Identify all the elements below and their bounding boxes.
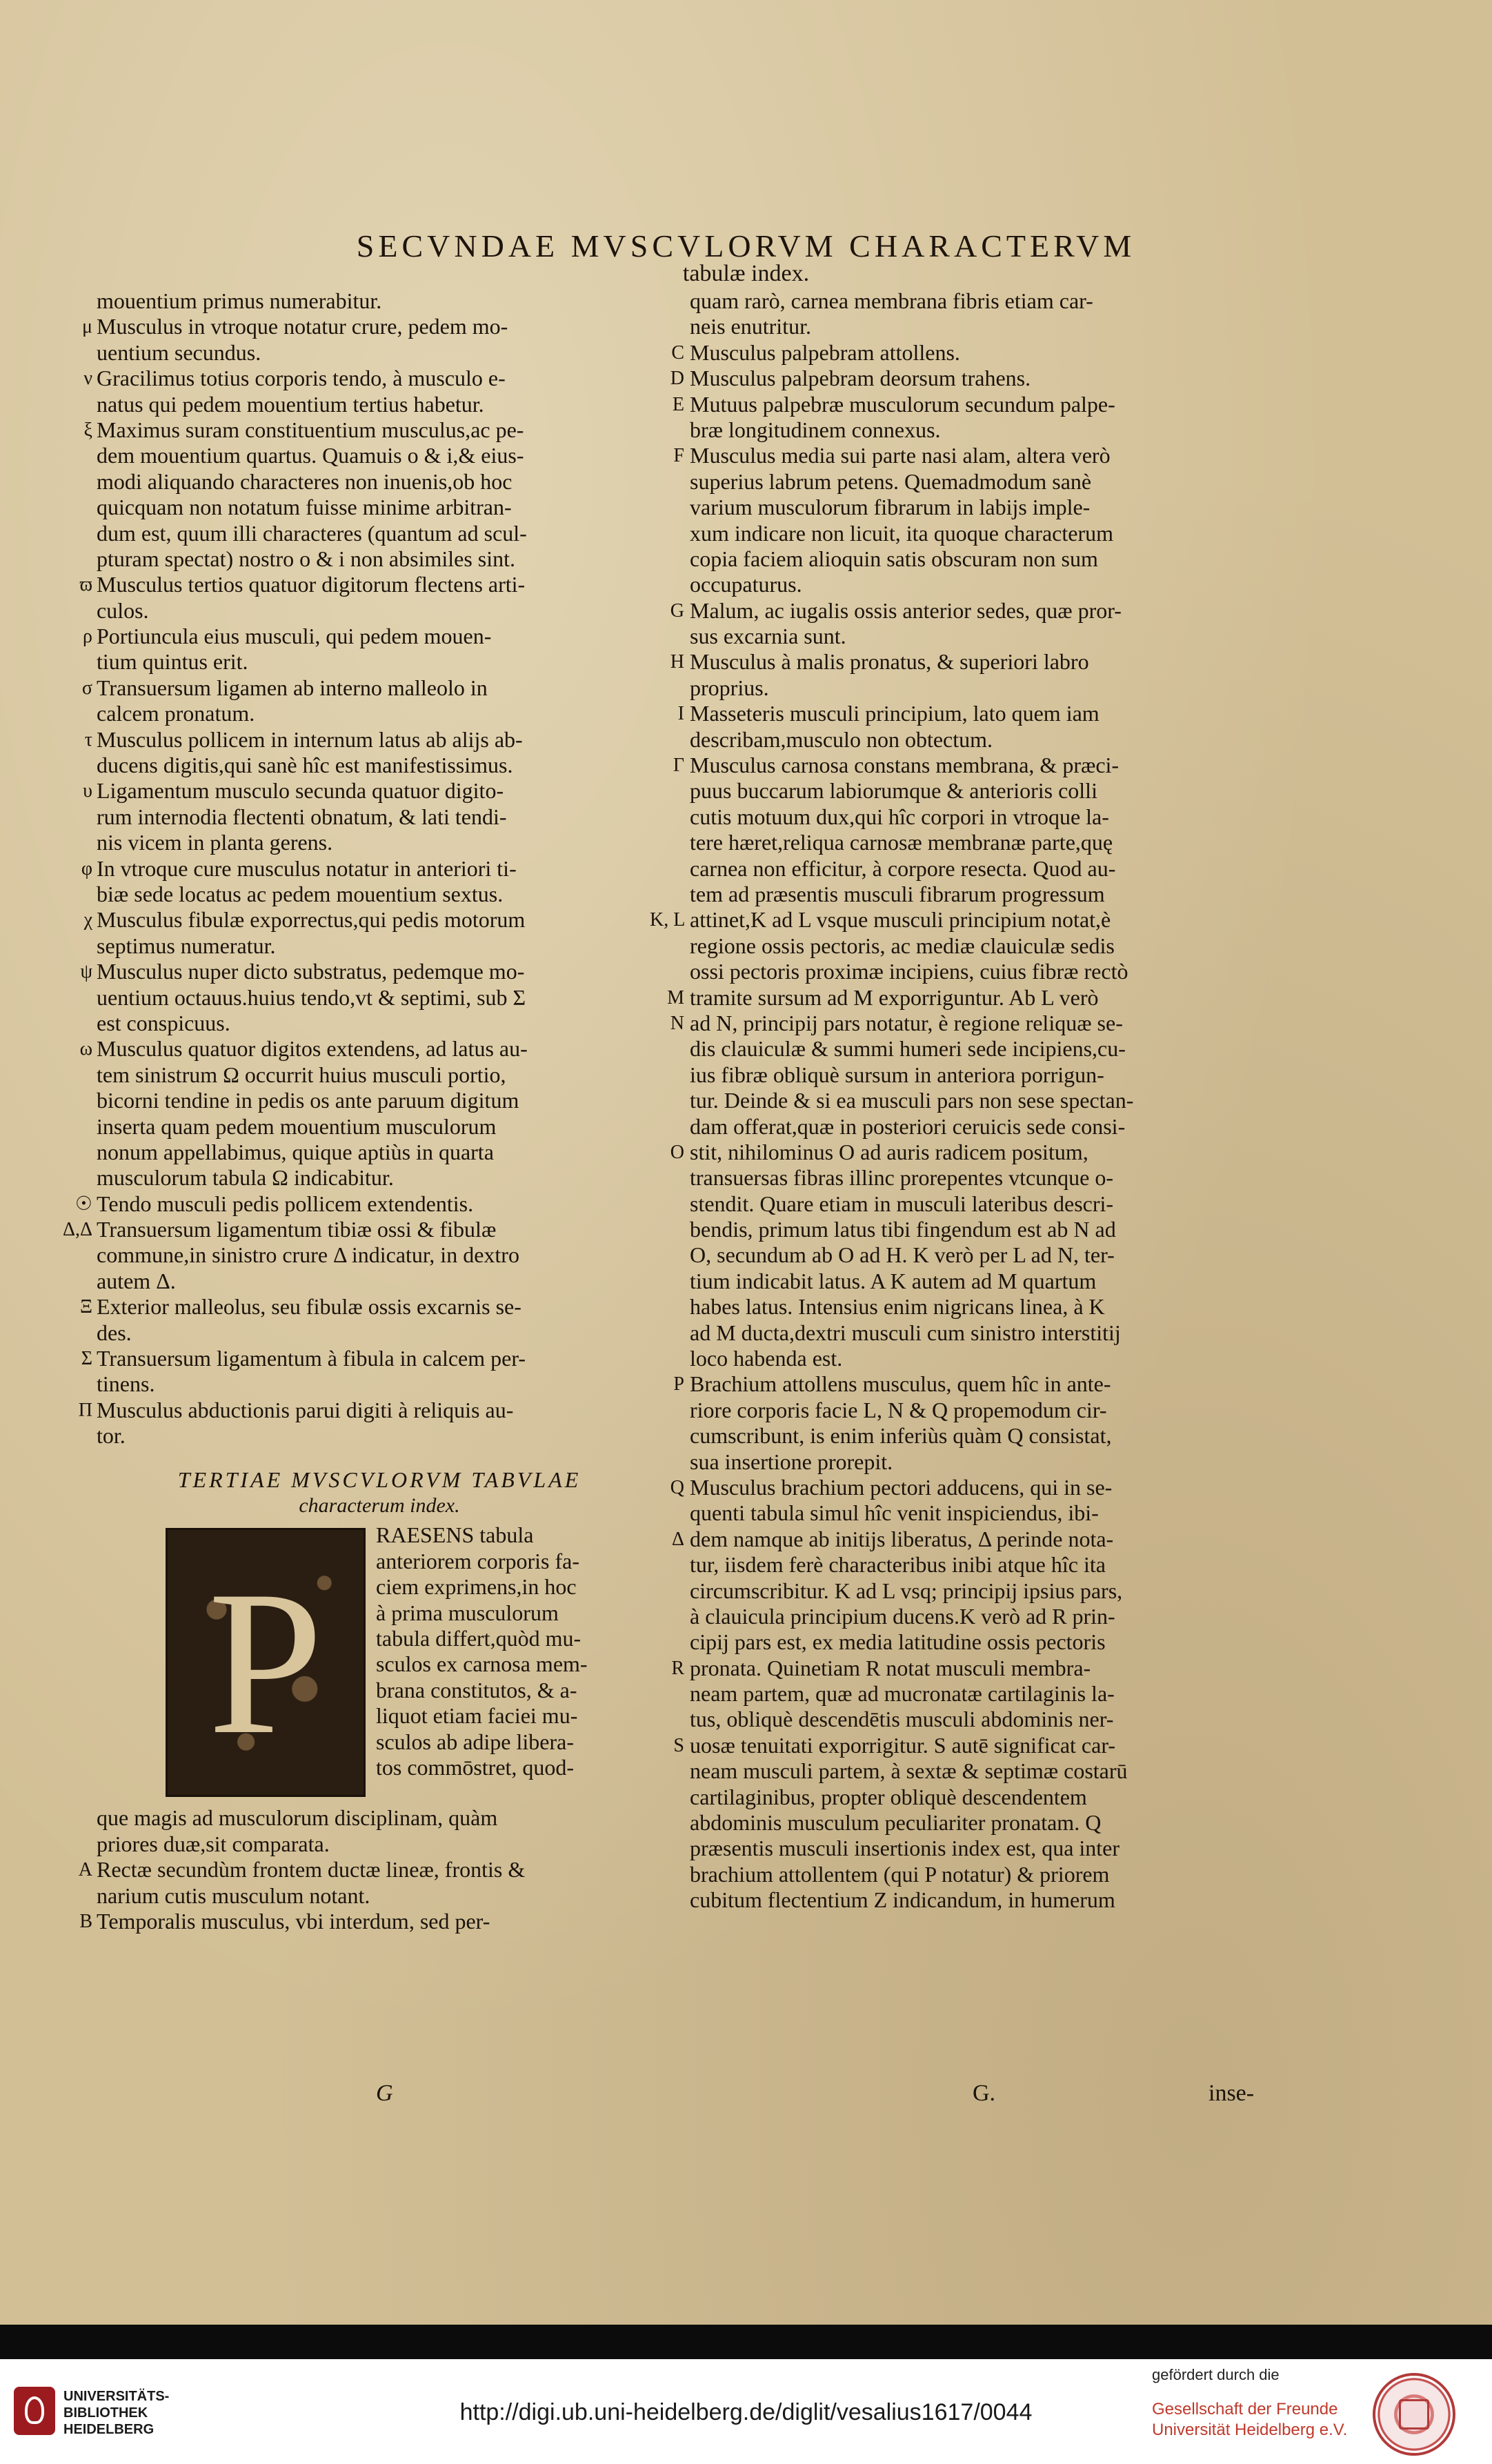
character-marker: P [673,1373,684,1395]
university-seal-icon [1373,2373,1455,2456]
index-line-text: tor. [97,1423,126,1449]
index-line [690,1294,1297,1320]
index-line-text: tinens. [97,1371,155,1397]
index-line [81,314,662,339]
index-line-text: Musculus à malis pronatus, & superiori labro [690,649,1089,675]
index-line-text: Transuersum ligamen ab interno malleolo in [97,675,488,700]
catchword: inse- [1208,2080,1255,2106]
dropcap-text-line: sculos ex carnosa mem- [376,1651,588,1677]
index-line [79,1036,662,1062]
society-name [1152,2399,1347,2441]
character-marker: τ [84,728,92,751]
initial-letter: P [208,1548,324,1778]
dropcap-text-line: anteriorem corporis fa- [376,1548,579,1573]
index-line-text: puus buccarum labiorumque & anterioris colli [690,778,1097,804]
character-marker: C [671,341,684,364]
index-line [690,830,1297,855]
index-line [97,1114,662,1140]
index-line-text: ad M ducta,dextri musculi cum sinistro interstitij [690,1320,1121,1345]
index-line [673,753,1297,778]
index-line [97,598,662,624]
index-line-text: cipij pars est, ex media latitudine ossis pectoris [690,1629,1106,1655]
character-marker: Σ [81,1348,92,1370]
index-line-text: uentium secundus. [97,339,261,365]
index-line-text: tem sinistrum Ω occurrit huius musculi portio, [97,1062,506,1087]
index-line [673,1732,1297,1758]
index-line-text: pronata. Quinetiam R notat musculi membra- [690,1655,1091,1680]
index-line-text: commune,in sinistro crure Δ indicatur, in dextro [97,1242,519,1268]
page-heading: SECVNDAE MVSCVLORVM CHARACTERVM [356,228,1136,264]
index-line-text: bendis, primum latus tibi fingendum est ab N ad [690,1217,1116,1242]
index-line [97,1062,662,1088]
index-line-text: sus excarnia sunt. [690,624,846,649]
signature-mark-left: G [376,2080,393,2106]
index-line [97,1320,662,1346]
index-line [97,933,662,959]
dropcap-text-line: tabula differt,quòd mu- [376,1625,581,1651]
index-line-text: loco habenda est. [690,1346,843,1371]
index-line [690,469,1297,495]
index-line-text: Temporalis musculus, vbi interdum, sed per- [97,1908,490,1934]
index-line-text: Exterior malleolus, seu fibulæ ossis excarnis se- [97,1294,521,1320]
character-marker: ξ [83,419,92,441]
index-line-text: dem mouentium quartus. Quamuis o & i,& eius- [97,443,524,468]
index-line-text: priores duæ,sit comparata. [97,1831,330,1856]
index-line [667,984,1297,1011]
index-line-text: à clauicula principium ducens.K verò ad R prin- [690,1603,1115,1629]
character-marker: G [670,599,684,622]
index-line [62,1217,662,1242]
index-line [690,1423,1297,1449]
index-line-text: habes latus. Intensius enim nigricans linea, à K [690,1294,1105,1320]
index-line [81,1346,662,1371]
index-line [97,882,662,907]
index-line-text: des. [97,1320,132,1345]
index-line-text: copia faciem alioquin satis obscuram non sum [690,546,1098,571]
index-line-text: varium musculorum fibrarum in labijs imple- [690,495,1091,520]
index-line-text: ducens digitis,qui sanè hîc est manifestissimus. [97,753,513,778]
index-line [690,1398,1297,1423]
index-line [97,701,662,726]
index-line [671,1655,1297,1681]
index-line-text: tramite sursum ad M exporriguntur. Ab L verò [690,984,1099,1010]
character-marker: F [673,445,684,467]
character-marker: Γ [673,755,684,777]
index-line [690,1836,1297,1861]
index-line [97,1269,662,1294]
index-line-text: Musculus in vtroque notatur crure, pedem mo- [97,314,508,339]
index-line [690,1242,1297,1268]
index-line [690,1810,1297,1836]
dropcap-text-line: sculos ab adipe libera- [376,1729,574,1754]
index-line [690,727,1297,753]
index-line [97,1423,662,1449]
index-line [670,649,1297,675]
index-line-text: Musculus media sui parte nasi alam, altera verò [690,443,1111,468]
index-line-text: autem Δ. [97,1268,176,1293]
index-line [671,1526,1297,1552]
index-line-text: uentium octauus.huius tendo,vt & septimi, sub Σ [97,984,526,1010]
dropcap-text-line: brana constitutos, & a- [376,1677,577,1702]
index-line-text: narium cutis musculum notant. [97,1882,370,1908]
index-line [670,366,1297,391]
index-line [690,675,1297,701]
index-line [97,1088,662,1113]
index-line [690,804,1297,830]
index-line [97,1883,662,1909]
index-line-text: cumscribunt, is enim inferiùs quàm Q consistat, [690,1423,1112,1449]
index-line-text: Masseteris musculi principium, lato quem iam [690,701,1100,726]
index-line-text: neam musculi partem, à sextæ & septimæ costarū [690,1758,1128,1784]
index-line [97,340,662,366]
character-marker: Δ,Δ [62,1219,92,1241]
index-line [690,624,1297,649]
index-line [690,1604,1297,1629]
signature-mark-right: G. [973,2080,996,2106]
index-line [673,443,1297,468]
index-line [97,830,662,855]
character-marker: φ [81,857,92,880]
index-line [74,1191,662,1217]
index-line [97,1011,662,1036]
index-line [97,985,662,1011]
index-line-text: Transuersum ligamentum tibiæ ossi & fibulæ [97,1217,497,1242]
index-line [78,1857,662,1882]
index-line [690,1088,1297,1113]
character-marker: I [677,703,684,725]
index-line [690,314,1297,339]
index-line-text: neam partem, quæ ad mucronatæ cartilaginis la- [690,1681,1115,1707]
index-line [97,1805,662,1831]
index-line-text: sua insertione prorepit. [690,1449,893,1474]
index-line [83,907,662,933]
dropcap-text-line: liquot etiam faciei mu- [376,1703,578,1729]
index-line-text: bicorni tendine in pedis os ante paruum digitum [97,1088,519,1113]
character-marker: σ [81,677,92,699]
index-line-text: cartilaginibus, propter obliquè descendentem [690,1784,1087,1809]
left-index-list [62,288,662,1449]
funding-label: gefördert durch die [1152,2366,1280,2383]
index-line [78,1397,662,1423]
dropcap-text [376,1522,666,1780]
index-line [97,649,662,675]
index-line-text: cubitum flectentium Z indicandum, in humerum [690,1887,1115,1913]
index-line-text: neis enutritur. [690,314,811,339]
index-line-text: Ligamentum musculo secunda quatuor digito- [97,778,504,804]
index-line [690,288,1297,314]
index-line [97,1140,662,1165]
index-line [690,1578,1297,1604]
library-name-line: HEIDELBERG [63,2422,155,2437]
index-line [97,1165,662,1191]
index-line-text: Musculus quatuor digitos extendens, ad latus au- [97,1036,528,1062]
character-marker: B [79,1910,92,1932]
index-line-text: transuersas fibras illinc prorepentes vtcunque o- [690,1165,1114,1191]
index-line-text: ossi pectoris proximæ incipiens, cuius fibræ rectò [690,959,1128,984]
index-line-text: quam rarò, carnea membrana fibris etiam car- [690,288,1093,313]
index-line-text: Gracilimus totius corporis tendo, à musculo e- [97,366,506,391]
index-line-text: dis clauiculæ & summi humeri sede incipiens,cu- [690,1036,1126,1062]
dropcap-text-line: RAESENS tabula [376,1522,534,1548]
index-line [690,1758,1297,1784]
index-line [690,1681,1297,1707]
index-line-text: ad N, principij pars notatur, è regione reliquæ se- [690,1010,1123,1035]
index-line-text: stendit. Quare etiam in musculi lateribus descri- [690,1191,1114,1216]
index-line-text: natus qui pedem mouentium tertius habetur. [97,391,484,417]
index-line [690,417,1297,443]
character-marker: O [670,1141,684,1163]
index-line-text: carnea non efficitur, à corpore resecta. Quod au- [690,855,1116,881]
ornamental-initial [166,1528,366,1797]
index-line-text: Musculus tertios quatuor digitorum flectens arti- [97,572,526,597]
index-line-text: describam,musculo non obtectum. [690,726,993,752]
index-line-text: modi aliquando characteres non inuenis,ob hoc [97,468,513,494]
index-line [690,1449,1297,1475]
index-line-text: Rectæ secundùm frontem ductæ lineæ, frontis & [97,1857,526,1882]
index-line-text: brachium attollentem (qui P notatur) & priorem [690,1861,1110,1887]
index-line-text: Musculus brachium pectori adducens, qui in se- [690,1474,1113,1500]
index-line-text: præsentis musculi insertionis index est, qua inter [690,1836,1120,1861]
index-line-text: calcem pronatum. [97,701,255,726]
right-column [650,288,1297,1914]
index-line [97,1831,662,1857]
index-line-text: stit, nihilominus O ad auris radicem positum, [690,1139,1088,1164]
index-line [690,1320,1297,1346]
index-line [79,572,662,597]
character-marker: Ξ [79,1296,92,1318]
character-marker: ν [83,368,92,390]
index-line [690,1629,1297,1655]
character-marker: K, L [650,909,686,931]
dropcap-text-line: ciem exprimens,in hoc [376,1574,577,1600]
index-line-text: ius fibræ obliquè sursum in anteriora porrigun- [690,1062,1104,1087]
index-line-text: tium quintus erit. [97,649,248,675]
index-line [690,856,1297,882]
index-line [690,1114,1297,1140]
index-line [690,521,1297,546]
character-marker: Q [670,1476,684,1498]
index-line [690,1036,1297,1062]
dropcap-text-line: à prima musculorum [376,1600,559,1625]
index-line [650,907,1297,933]
library-name-line: UNIVERSITÄTS- [63,2389,170,2404]
index-line [97,288,662,314]
index-line-text: dem namque ab initijs liberatus, Δ perinde nota- [690,1526,1114,1551]
index-line [97,495,662,520]
index-line [677,701,1297,726]
index-line [690,546,1297,572]
index-line [79,1294,662,1320]
viewer-footer [0,2359,1492,2464]
dropcap-text-line: tos commōstret, quod- [376,1754,575,1780]
index-line [690,1785,1297,1810]
society-name-line: Gesellschaft der Freunde [1152,2400,1338,2418]
index-line [671,339,1297,366]
character-marker: ☉ [74,1193,92,1215]
index-line [83,624,662,649]
index-line [690,1217,1297,1242]
index-line-text: Musculus abductionis parui digiti à reliquis au- [97,1397,514,1422]
dropcap-paragraph [97,1522,662,1805]
character-marker: ϖ [79,574,92,596]
index-line-text: biæ sede locatus ac pedem mouentium sextus. [97,881,504,906]
character-marker: χ [83,909,92,931]
index-line [690,933,1297,959]
index-line [670,1139,1297,1165]
character-marker: ρ [83,626,92,648]
index-line [673,1371,1297,1397]
index-line-text: quenti tabula simul hîc venit inspiciendus, ibi- [690,1500,1099,1526]
character-marker: μ [81,316,92,338]
index-line-text: Malum, ac iugalis ossis anterior sedes, quæ pror- [690,597,1122,623]
index-line-text: est conspicuus. [97,1010,230,1035]
index-line-text: Musculus palpebram deorsum trahens. [690,366,1031,391]
index-line [690,1887,1297,1913]
index-line [690,1191,1297,1217]
index-line-text: inserta quam pedem mouentium musculorum [97,1113,497,1139]
index-line-text: tium indicabit latus. A K autem ad M quartum [690,1268,1097,1293]
index-line [690,1346,1297,1371]
index-line [690,572,1297,597]
page-subheading: tabulæ index. [682,261,810,286]
index-line-text: uosæ tenuitati exporrigitur. S autē significat car- [690,1732,1115,1758]
character-marker: υ [83,780,92,802]
index-line-text: xum indicare non licuit, ita quoque characterum [690,520,1113,546]
index-line [97,392,662,417]
index-line-text: Portiuncula eius musculi, qui pedem mouen- [97,624,492,649]
index-line [97,753,662,778]
section-title: TERTIAE MVSCVLORVM TABVLAE [177,1467,581,1492]
index-line-text: regione ossis pectoris, ac mediæ clauiculæ sedis [690,933,1115,958]
index-line [81,855,662,882]
index-line [690,1552,1297,1578]
index-line [83,778,662,804]
character-marker: N [670,1012,684,1034]
index-line [97,1371,662,1397]
index-line-text: nonum appellabimus, quique aptiùs in quarta [97,1139,494,1164]
index-line-text: musculorum tabula Ω indicabitur. [97,1165,394,1191]
character-marker: ω [79,1038,92,1060]
index-line [690,1062,1297,1088]
index-line [97,546,662,572]
index-line-text: Mutuus palpebræ musculorum secundum palpe- [690,391,1115,417]
index-line-text: tus, obliquè descendētis musculi abdominis ner- [690,1707,1114,1732]
index-line-text: tur. Deinde & si ea musculi pars non sese spectan- [690,1088,1134,1113]
index-line-text: tere hæret,reliqua carnosæ membranæ parte,quę [690,830,1113,855]
character-marker: A [78,1859,92,1881]
index-line-text: Brachium attollens musculus, quem hîc in ante- [690,1371,1111,1397]
index-line-text: superius labrum petens. Quemadmodum sanè [690,468,1092,494]
section-subtitle: characterum index. [299,1493,460,1517]
index-line [690,1165,1297,1191]
index-line-text: riore corporis facie L, N & Q propemodum cir- [690,1397,1107,1422]
index-line [97,521,662,546]
library-name-line: BIBLIOTHEK [63,2405,148,2421]
index-line-text: In vtroque cure musculus notatur in anteriori ti- [97,855,517,881]
index-line-text: Maximus suram constituentium musculus,ac pe- [97,417,524,442]
index-line [81,675,662,701]
index-line-text: bræ longitudinem connexus. [690,417,941,442]
index-line-text: Musculus nuper dicto substratus, pedemque mo- [97,959,525,984]
index-line [690,882,1297,907]
index-line-text: Tendo musculi pedis pollicem extendentis. [97,1191,474,1216]
index-line-text: O, secundum ab O ad H. K verò per L ad N, ter- [690,1242,1115,1268]
index-line [97,1242,662,1268]
index-line-text: rum internodia flectenti obnatum, & lati tendi- [97,804,507,829]
index-line [690,1862,1297,1887]
permalink-url[interactable]: http://digi.ub.uni-heidelberg.de/diglit/vesalius1617/0044 [459,2399,1033,2425]
index-line [690,778,1297,804]
character-marker: S [673,1734,684,1756]
index-line-text: Transuersum ligamentum à fibula in calcem per- [97,1346,526,1371]
index-line-text: cutis motuum dux,qui hîc corpori in vtroque la- [690,804,1109,829]
index-line-text: Musculus fibulæ exporrectus,qui pedis motorum [97,907,526,933]
index-line [84,726,662,753]
index-line-text: pturam spectat) nostro o & i non absimiles sint. [97,546,516,571]
society-name-line: Universität Heidelberg e.V. [1152,2421,1348,2439]
index-line [83,417,662,443]
character-marker: D [670,368,684,390]
left-column [62,288,662,1934]
index-line [690,1707,1297,1732]
index-line [690,959,1297,984]
section-index-list [78,1805,662,1934]
index-line-text: tur, iisdem ferè characteribus inibi atque hîc ita [690,1552,1106,1578]
character-marker: Π [78,1399,92,1421]
index-line-text: occupaturus. [690,572,802,597]
index-line [670,597,1297,624]
character-marker: R [671,1657,684,1679]
character-marker: E [672,393,684,415]
index-line-text: quicquam non notatum fuisse minime arbitran- [97,495,512,520]
index-line-text: dum est, quum illi characteres (quantum ad scul- [97,520,527,546]
character-marker: ψ [80,961,92,983]
index-line [690,1500,1297,1526]
index-line [80,959,662,984]
index-line-text: attinet,K ad L vsque musculi principium notat,è [690,907,1111,933]
index-line-text: que magis ad musculorum disciplinam, quàm [97,1805,498,1831]
seal-emblem-icon [1399,2399,1429,2430]
index-line-text: circumscribitur. K ad L vsq; principij ipsius pars, [690,1578,1123,1603]
index-line [79,1908,662,1934]
index-line-text: Musculus pollicem in internum latus ab alijs ab- [97,726,523,752]
index-line-text: culos. [97,597,149,623]
index-line [97,443,662,468]
index-line [670,1474,1297,1500]
index-line-text: mouentium primus numerabitur. [97,288,382,313]
index-line [690,1269,1297,1294]
index-line-text: dam offerat,quæ in posteriori ceruicis sede consi- [690,1113,1126,1139]
index-line [690,495,1297,520]
index-line [97,469,662,495]
index-line-text: abdominis musculum peculiariter pronatam. Q [690,1810,1102,1836]
index-line [672,391,1297,417]
character-marker: Δ [671,1528,684,1550]
index-line-text: Musculus carnosa constans membrana, & præci- [690,753,1120,778]
index-line-text: nis vicem in planta gerens. [97,830,333,855]
index-line-text: tem ad præsentis musculi fibrarum progressum [690,881,1105,906]
index-line-text: proprius. [690,675,769,700]
index-line [97,804,662,830]
character-marker: M [667,986,684,1009]
index-line-text: Musculus palpebram attollens. [690,339,960,365]
character-marker: H [670,651,684,673]
index-line [670,1010,1297,1036]
index-line-text: septimus numeratur. [97,933,276,958]
right-index-list [650,288,1297,1914]
index-line [83,366,662,391]
